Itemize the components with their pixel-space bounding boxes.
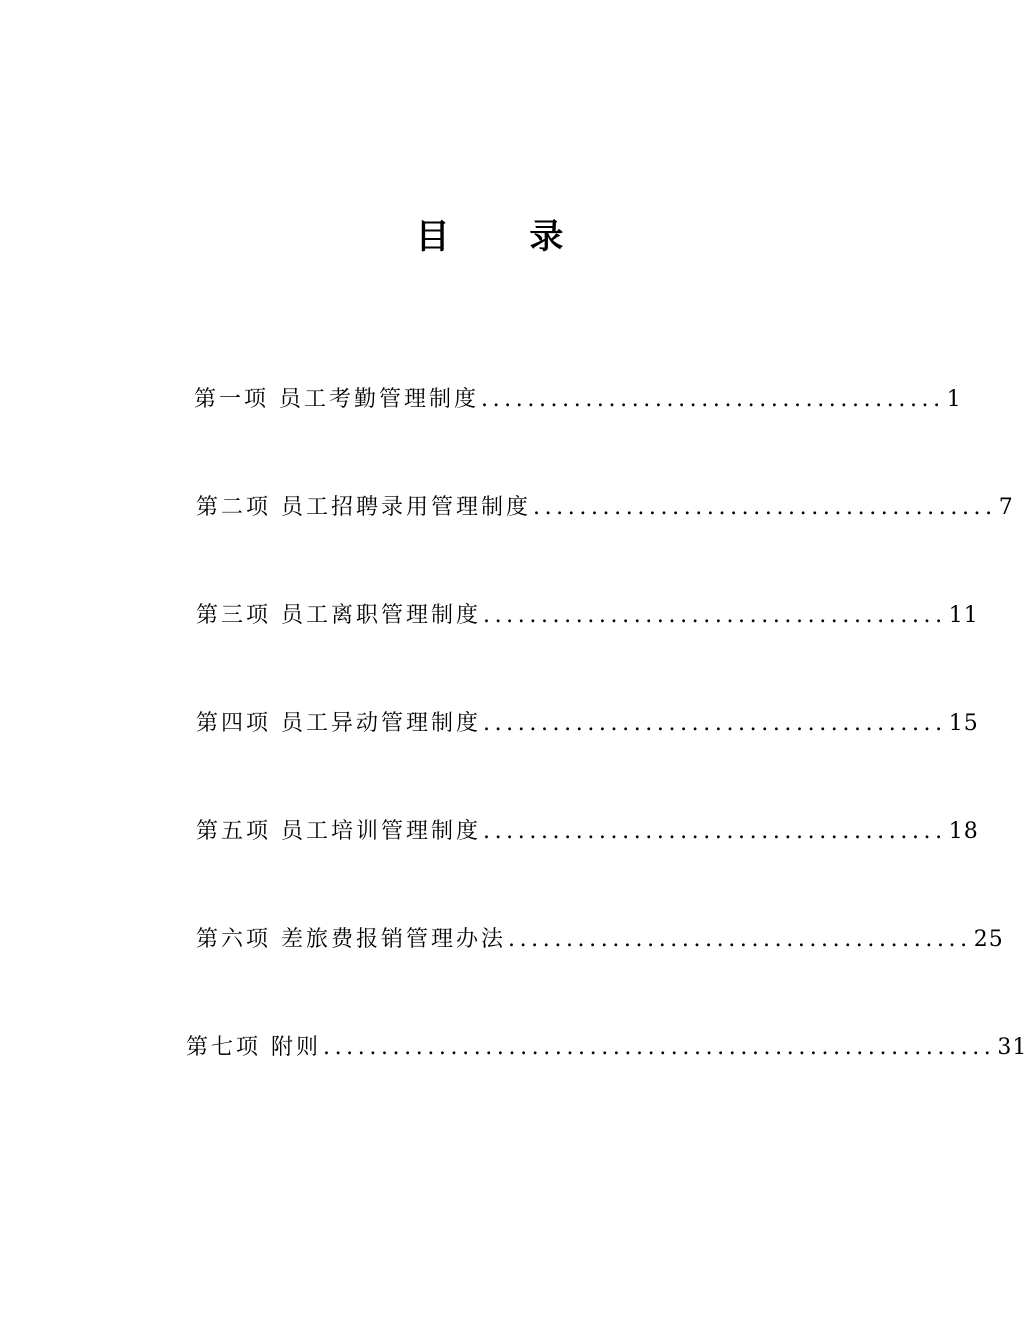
toc-dot-leader: ........................................ bbox=[508, 927, 972, 952]
toc-page-number: 25 bbox=[973, 927, 1004, 952]
toc-dot-leader: ........................................ bbox=[533, 495, 997, 520]
toc-title: 目 录 bbox=[415, 217, 598, 257]
toc-page-number: 18 bbox=[948, 819, 979, 844]
toc-entry-5[interactable] bbox=[196, 817, 979, 847]
toc-entry-label: 第一项 员工考勤管理制度 bbox=[194, 387, 479, 412]
toc-entry-label: 第六项 差旅费报销管理办法 bbox=[196, 927, 506, 952]
toc-entry-label: 第七项 附则 bbox=[186, 1035, 321, 1060]
toc-entry-label: 第三项 员工离职管理制度 bbox=[196, 603, 481, 628]
toc-page-number: 31 bbox=[997, 1035, 1027, 1060]
toc-entry-4[interactable] bbox=[196, 709, 979, 739]
toc-page-number: 1 bbox=[946, 387, 962, 412]
toc-dot-leader: ........................................ bbox=[481, 387, 945, 412]
toc-entry-label: 第二项 员工招聘录用管理制度 bbox=[196, 495, 531, 520]
toc-entry-1[interactable] bbox=[194, 385, 962, 415]
toc-page-number: 11 bbox=[948, 603, 979, 628]
toc-dot-leader: ........................................ bbox=[483, 819, 947, 844]
toc-page-number: 15 bbox=[948, 711, 979, 736]
toc-entry-6[interactable] bbox=[196, 925, 1004, 955]
toc-entry-label: 第五项 员工培训管理制度 bbox=[196, 819, 481, 844]
toc-entry-3[interactable] bbox=[196, 601, 979, 631]
toc-page-number: 7 bbox=[998, 495, 1014, 520]
toc-entry-7[interactable] bbox=[186, 1033, 1027, 1063]
toc-dot-leader: ........................................ bbox=[483, 711, 947, 736]
toc-entry-2[interactable] bbox=[196, 493, 1014, 523]
toc-dot-leader: .......................................................... bbox=[323, 1035, 996, 1060]
toc-dot-leader: ........................................ bbox=[483, 603, 947, 628]
toc-entry-label: 第四项 员工异动管理制度 bbox=[196, 711, 481, 736]
